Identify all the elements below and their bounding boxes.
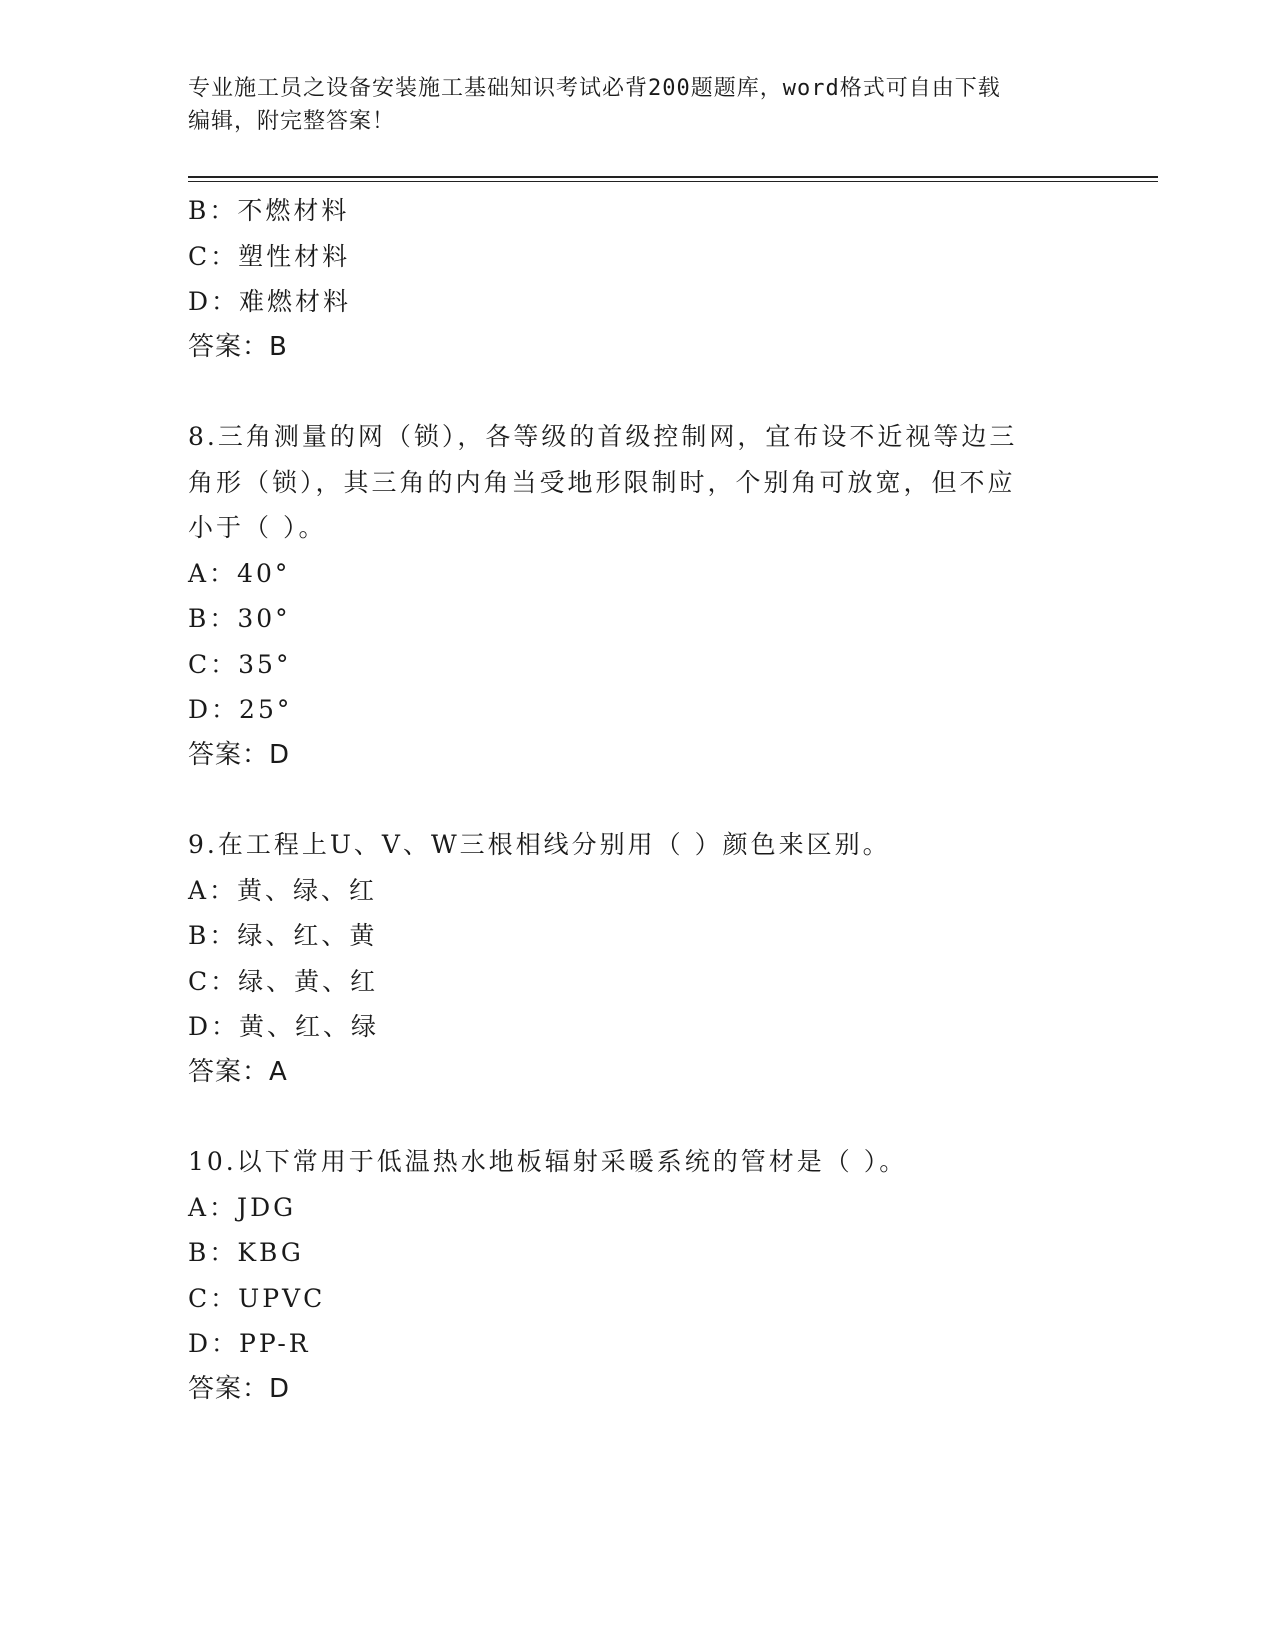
option-d: D：PP-R — [188, 1329, 311, 1358]
option-c: C：绿、黄、红 — [188, 966, 379, 996]
question-stem-line-1: 8.三角测量的网（锁），各等级的首级控制网，宜布设不近视等边三 — [188, 422, 1018, 451]
question-stem: 10.以下常用于低温热水地板辐射采暖系统的管材是（ ）。 — [188, 1147, 908, 1176]
header-line-2: 编辑，附完整答案！ — [188, 109, 396, 134]
answer: 答案：D — [188, 739, 291, 770]
option-d: D：25° — [188, 695, 293, 724]
option-c: C：塑性材料 — [188, 241, 351, 271]
header-line-1: 专业施工员之设备安装施工基础知识考试必背200题题库，word格式可自由下载 — [188, 76, 1001, 101]
option-b: B：KBG — [188, 1238, 304, 1267]
option-a: A：JDG — [188, 1192, 297, 1222]
option-a: A：40° — [188, 558, 291, 588]
header-divider — [188, 176, 1158, 182]
option-c: C：UPVC — [188, 1283, 326, 1313]
question-10 — [188, 1139, 1158, 1412]
question-8 — [188, 414, 1158, 778]
question-stem-line-2: 角形（锁），其三角的内角当受地形限制时，个别角可放宽，但不应 — [188, 467, 1016, 497]
option-b: B：30° — [188, 604, 291, 633]
answer: 答案：A — [188, 1056, 288, 1087]
option-a: A：黄、绿、红 — [188, 875, 378, 905]
question-stem-line-3: 小于（ ）。 — [188, 513, 327, 542]
question-9 — [188, 822, 1158, 1095]
question-list — [188, 188, 1158, 1412]
option-c: C：35° — [188, 649, 292, 679]
option-d: D：黄、红、绿 — [188, 1012, 380, 1041]
option-d: D：难燃材料 — [188, 287, 352, 316]
answer: 答案：B — [188, 331, 288, 362]
option-b: B：绿、红、黄 — [188, 921, 378, 950]
option-b: B：不燃材料 — [188, 196, 350, 225]
document-header — [188, 72, 1068, 138]
question-7 — [188, 188, 1158, 370]
question-stem: 9.在工程上U、V、W三根相线分别用（ ）颜色来区别。 — [188, 830, 891, 859]
answer: 答案：D — [188, 1373, 291, 1404]
document-page — [188, 72, 1158, 1412]
